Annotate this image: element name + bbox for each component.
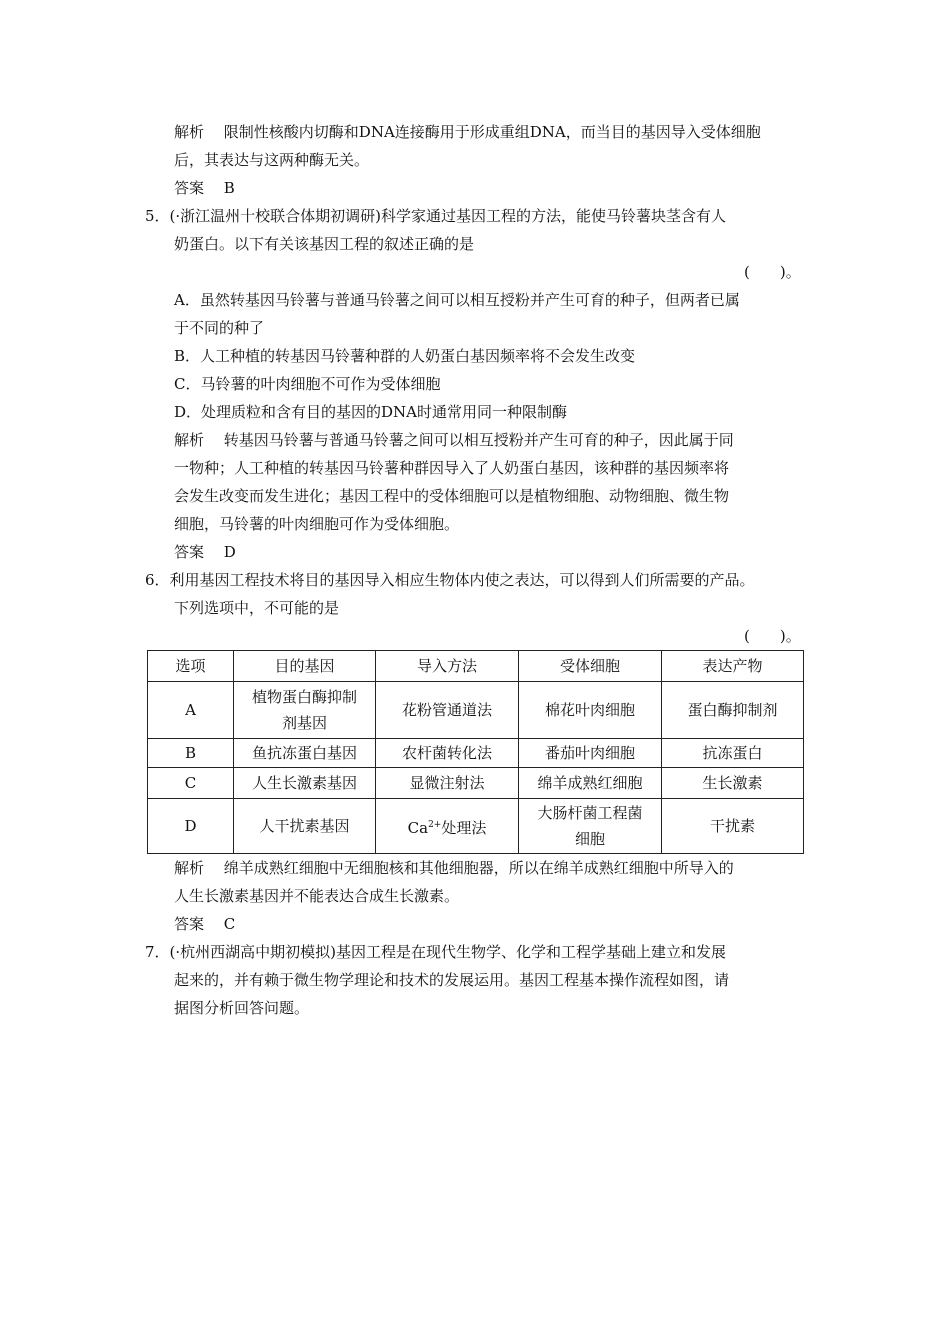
q6-stem-line-1	[145, 570, 755, 590]
option-cell: B	[148, 739, 234, 768]
q5-option-b: B．人工种植的转基因马铃薯种群的人奶蛋白基因频率将不会发生改变	[174, 347, 636, 365]
table-row	[148, 768, 804, 799]
answer-value: D	[223, 543, 236, 561]
question-stem: (·杭州西湖高中期初模拟)基因工程是在现代生物学、化学和工程学基础上建立和发展	[169, 943, 727, 961]
product-cell: 蛋白酶抑制剂	[662, 682, 804, 739]
analysis-text: 转基因马铃薯与普通马铃薯之间可以相互授粉并产生可育的种子，因此属于同	[223, 431, 734, 449]
header-cell: 表达产物	[662, 651, 804, 682]
answer-label: 答案	[174, 179, 205, 197]
answer-label: 答案	[174, 915, 205, 933]
q5-analysis-line-1	[174, 430, 734, 450]
q7-stem-line-2: 起来的，并有赖于微生物学理论和技术的发展运用。基因工程基本操作流程如图，请	[174, 971, 730, 989]
analysis-text: 限制性核酸内切酶和DNA连接酶用于形成重组DNA，而当目的基因导入受体细胞	[223, 123, 761, 141]
answer-label: 答案	[174, 543, 205, 561]
table-row	[148, 682, 804, 739]
header-cell: 目的基因	[234, 651, 376, 682]
answer-value: C	[223, 915, 236, 933]
q5-analysis-line-2: 一物种；人工种植的转基因马铃薯种群因导入了人奶蛋白基因，该种群的基因频率将	[174, 459, 730, 477]
question-number: 7．	[145, 943, 170, 961]
q5-answer	[174, 542, 236, 562]
table-row	[148, 739, 804, 768]
product-cell: 干扰素	[662, 799, 804, 854]
recipient-cell: 棉花叶肉细胞	[519, 682, 662, 739]
product-cell: 生长激素	[662, 768, 804, 799]
q5-answer-blank: ( )。	[744, 263, 801, 281]
method-cell: 农杆菌转化法	[376, 739, 519, 768]
method-cell	[376, 799, 519, 854]
option-cell: C	[148, 768, 234, 799]
q5-option-c: C．马铃薯的叶肉细胞不可作为受体细胞	[174, 375, 441, 393]
question-number: 6．	[145, 571, 170, 589]
q5-option-a-line-1: A．虽然转基因马铃薯与普通马铃薯之间可以相互授粉并产生可育的种子，但两者已属	[174, 291, 740, 309]
q5-option-d: D．处理质粒和含有目的基因的DNA时通常用同一种限制酶	[174, 403, 568, 421]
recipient-cell: 番茄叶肉细胞	[519, 739, 662, 768]
recipient-cell	[519, 799, 662, 854]
q7-stem-line-1	[145, 942, 726, 962]
method-cell: 花粉管通道法	[376, 682, 519, 739]
q4-answer	[174, 178, 235, 198]
answer-value: B	[223, 179, 235, 197]
recipient-cell-line: 大肠杆菌工程菌	[537, 804, 643, 822]
product-cell: 抗冻蛋白	[662, 739, 804, 768]
q6-answer	[174, 914, 235, 934]
analysis-label: 解析	[174, 859, 205, 877]
gene-cell-line: 剂基因	[281, 714, 327, 732]
analysis-label: 解析	[174, 123, 205, 141]
q6-answer-blank: ( )。	[744, 627, 801, 645]
gene-cell: 人干扰素基因	[234, 799, 376, 854]
question-stem: 利用基因工程技术将目的基因导入相应生物体内使之表达，可以得到人们所需要的产品。	[169, 571, 755, 589]
method-text: Ca	[407, 818, 429, 837]
header-cell: 选项	[148, 651, 234, 682]
method-text: 处理法	[441, 818, 487, 837]
header-cell: 导入方法	[376, 651, 519, 682]
table-header-row	[148, 651, 804, 682]
q5-analysis-line-3: 会发生改变而发生进化；基因工程中的受体细胞可以是植物细胞、动物细胞、微生物	[174, 487, 730, 505]
question-stem: (·浙江温州十校联合体期初调研)科学家通过基因工程的方法，能使马铃薯块茎含有人	[169, 207, 727, 225]
q4-analysis-line-1	[174, 122, 761, 142]
q5-stem-line-2: 奶蛋白。以下有关该基因工程的叙述正确的是	[174, 235, 475, 253]
option-cell: A	[148, 682, 234, 739]
analysis-label: 解析	[174, 431, 205, 449]
q7-stem-line-3: 据图分析回答问题。	[174, 999, 310, 1017]
option-cell: D	[148, 799, 234, 854]
method-cell: 显微注射法	[376, 768, 519, 799]
header-cell: 受体细胞	[519, 651, 662, 682]
q6-stem-line-2: 下列选项中，不可能的是	[174, 599, 340, 617]
recipient-cell-line: 细胞	[574, 830, 605, 848]
question-number: 5．	[145, 207, 170, 225]
q6-analysis-line-1	[174, 858, 734, 878]
recipient-cell: 绵羊成熟红细胞	[519, 768, 662, 799]
q5-option-a-line-2: 于不同的种了	[174, 319, 265, 337]
gene-cell-line: 植物蛋白酶抑制	[251, 688, 357, 706]
gene-cell	[234, 682, 376, 739]
q5-analysis-line-4: 细胞，马铃薯的叶肉细胞可作为受体细胞。	[174, 515, 460, 533]
options-table	[147, 650, 804, 854]
analysis-text: 绵羊成熟红细胞中无细胞核和其他细胞器，所以在绵羊成熟红细胞中所导入的	[223, 859, 734, 877]
gene-cell: 人生长激素基因	[234, 768, 376, 799]
gene-cell: 鱼抗冻蛋白基因	[234, 739, 376, 768]
table-row	[148, 799, 804, 854]
q6-analysis-line-2: 人生长激素基因并不能表达合成生长激素。	[174, 887, 460, 905]
q4-analysis-line-2: 后，其表达与这两种酶无关。	[174, 151, 370, 169]
q5-stem-line-1	[145, 206, 726, 226]
superscript: 2+	[428, 819, 442, 830]
